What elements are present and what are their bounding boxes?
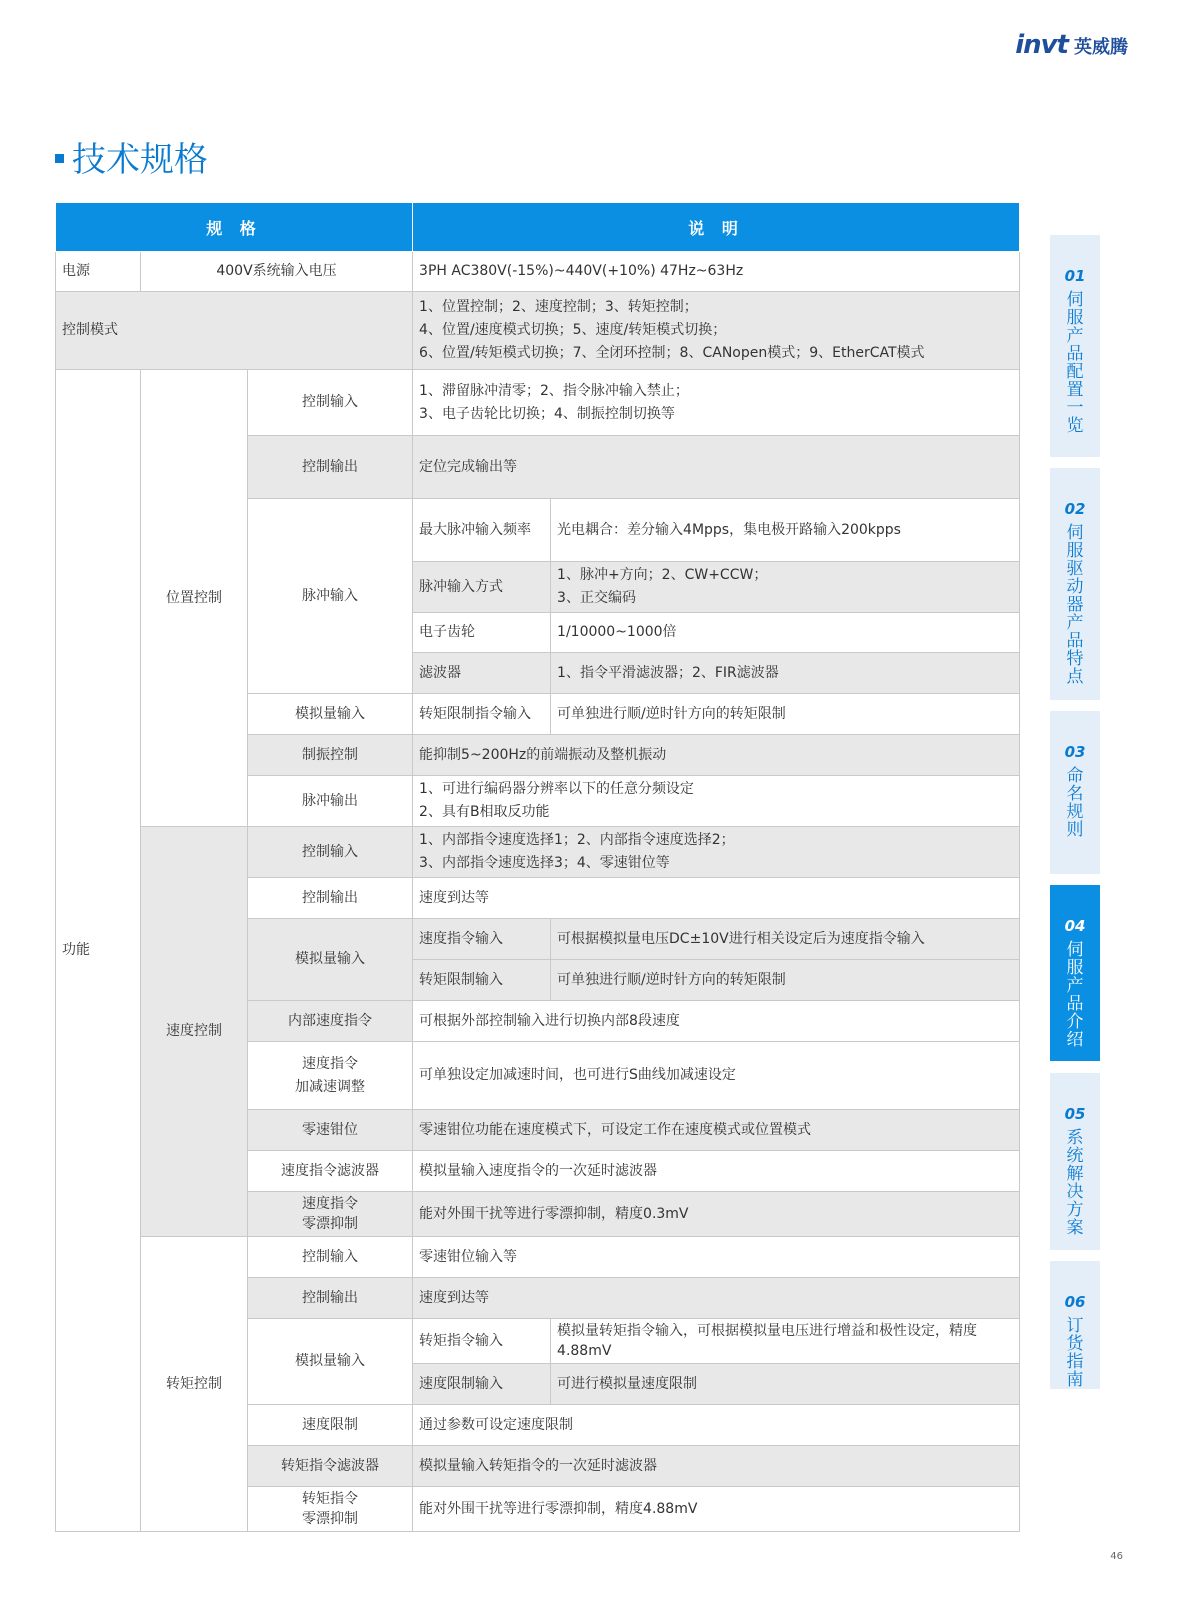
cell: 可进行模拟量速度限制	[551, 1364, 1020, 1405]
cell: 能对外围干扰等进行零漂抑制，精度4.88mV	[413, 1487, 1020, 1532]
line: 加减速调整	[295, 1078, 366, 1095]
table-row	[56, 370, 1020, 436]
tab-label: 伺服驱动器产品特点	[1066, 523, 1084, 687]
cell: 可根据模拟量电压DC±10V进行相关设定后为速度指令输入	[551, 919, 1020, 960]
cell: 转矩指令滤波器	[248, 1446, 413, 1487]
cell: 模拟量输入转矩指令的一次延时滤波器	[413, 1446, 1020, 1487]
line: 2、具有B相取反功能	[419, 804, 550, 820]
logo-mark: invt	[1015, 30, 1068, 60]
cell: 可单独进行顺/逆时针方向的转矩限制	[551, 694, 1020, 735]
cell: 电子齿轮	[413, 613, 551, 653]
spec-table	[55, 202, 1020, 1532]
cell: 脉冲输入方式	[413, 562, 551, 613]
cell-function: 功能	[56, 370, 141, 1532]
tab-label: 伺服产品介绍	[1066, 940, 1084, 1050]
cell: 电源	[56, 252, 141, 292]
cell	[551, 1319, 1020, 1364]
tab-num: 06	[1064, 1293, 1086, 1311]
cell: 光电耦合：差分输入4Mpps，集电极开路输入200kpps	[551, 499, 1020, 562]
tab-04[interactable]	[1050, 885, 1100, 1061]
cell: 控制输出	[248, 436, 413, 499]
cell: 转矩限制输入	[413, 960, 551, 1001]
tab-label: 伺服产品配置一览	[1066, 290, 1084, 436]
table-row	[56, 252, 1020, 292]
cell: 制振控制	[248, 735, 413, 776]
cell	[413, 827, 1020, 878]
line: 零漂抑制	[302, 1216, 359, 1232]
line: 4、位置/速度模式切换；5、速度/转矩模式切换；	[419, 322, 727, 338]
line: 1、位置控制；2、速度控制；3、转矩控制；	[419, 299, 698, 315]
cell: 400V系统输入电压	[141, 252, 413, 292]
tab-label: 命名规则	[1066, 766, 1084, 840]
cell: 速度到达等	[413, 878, 1020, 919]
line: 3、内部指令速度选择3；4、零速钳位等	[419, 855, 670, 871]
cell: 控制输出	[248, 878, 413, 919]
cell	[248, 1487, 413, 1532]
line: 速度指令	[302, 1055, 359, 1072]
tab-num: 03	[1064, 743, 1086, 761]
line: 1、可进行编码器分辨率以下的任意分频设定	[419, 781, 694, 797]
cell: 最大脉冲输入频率	[413, 499, 551, 562]
cell: 控制输入	[248, 370, 413, 436]
cell: 速度指令滤波器	[248, 1151, 413, 1192]
cell	[413, 292, 1020, 370]
line: 3、电子齿轮比切换；4、制振控制切换等	[419, 405, 675, 422]
cell	[248, 1192, 413, 1237]
cell: 控制模式	[56, 292, 413, 370]
line: 4.88mV	[557, 1343, 612, 1359]
page-number: 46	[1110, 1551, 1123, 1562]
cell: 控制输出	[248, 1278, 413, 1319]
cell: 定位完成输出等	[413, 436, 1020, 499]
cell: 1/10000~1000倍	[551, 613, 1020, 653]
tab-num: 05	[1064, 1105, 1086, 1123]
title-marker	[55, 154, 64, 163]
logo-cn: 英威腾	[1074, 37, 1128, 58]
cell: 能对外围干扰等进行零漂抑制，精度0.3mV	[413, 1192, 1020, 1237]
cell: 控制输入	[248, 827, 413, 878]
table-row	[56, 827, 1020, 878]
tab-06[interactable]	[1050, 1261, 1100, 1389]
cell: 可单独设定加减速时间，也可进行S曲线加减速设定	[413, 1042, 1020, 1110]
page-title-text: 技术规格	[72, 140, 208, 180]
header-desc: 说 明	[413, 203, 1020, 252]
cell: 内部速度指令	[248, 1001, 413, 1042]
cell: 模拟量输入速度指令的一次延时滤波器	[413, 1151, 1020, 1192]
line: 零漂抑制	[302, 1511, 359, 1527]
cell: 零速钳位输入等	[413, 1237, 1020, 1278]
tab-label: 系统解决方案	[1066, 1128, 1084, 1238]
tab-03[interactable]	[1050, 711, 1100, 874]
tab-02[interactable]	[1050, 468, 1100, 700]
cell: 脉冲输入	[248, 499, 413, 694]
tab-01[interactable]	[1050, 235, 1100, 457]
cell: 零速钳位功能在速度模式下，可设定工作在速度模式或位置模式	[413, 1110, 1020, 1151]
line: 1、脉冲+方向；2、CW+CCW；	[557, 567, 768, 583]
line: 转矩指令	[302, 1491, 359, 1507]
cell: 控制输入	[248, 1237, 413, 1278]
cell	[413, 370, 1020, 436]
cell: 可单独进行顺/逆时针方向的转矩限制	[551, 960, 1020, 1001]
cell: 转矩限制指令输入	[413, 694, 551, 735]
cell: 模拟量输入	[248, 1319, 413, 1405]
line: 6、位置/转矩模式切换；7、全闭环控制；8、CANopen模式；9、EtherCAT模式	[419, 345, 925, 361]
cell: 可根据外部控制输入进行切换内部8段速度	[413, 1001, 1020, 1042]
cell: 速度到达等	[413, 1278, 1020, 1319]
line: 速度指令	[302, 1196, 359, 1212]
cell: 通过参数可设定速度限制	[413, 1405, 1020, 1446]
tab-num: 01	[1064, 267, 1086, 285]
tab-05[interactable]	[1050, 1073, 1100, 1250]
cell-speed: 速度控制	[141, 827, 248, 1237]
cell: 1、指令平滑滤波器；2、FIR滤波器	[551, 653, 1020, 694]
tab-num: 02	[1064, 500, 1086, 518]
line: 模拟量转矩指令输入，可根据模拟量电压进行增益和极性设定，精度	[557, 1323, 978, 1339]
tab-num: 04	[1064, 917, 1086, 935]
table-row	[56, 292, 1020, 370]
cell	[551, 562, 1020, 613]
cell: 模拟量输入	[248, 919, 413, 1001]
cell: 3PH AC380V(-15%)~440V(+10%) 47Hz~63Hz	[413, 252, 1020, 292]
cell: 速度指令输入	[413, 919, 551, 960]
cell: 模拟量输入	[248, 694, 413, 735]
brand-logo	[1015, 30, 1128, 60]
cell: 速度限制	[248, 1405, 413, 1446]
header-spec: 规 格	[56, 203, 413, 252]
cell-position: 位置控制	[141, 370, 248, 827]
line: 1、滞留脉冲清零；2、指令脉冲输入禁止；	[419, 382, 689, 399]
cell: 零速钳位	[248, 1110, 413, 1151]
cell: 脉冲输出	[248, 776, 413, 827]
cell	[413, 776, 1020, 827]
cell: 速度限制输入	[413, 1364, 551, 1405]
cell: 能抑制5~200Hz的前端振动及整机振动	[413, 735, 1020, 776]
line: 1、内部指令速度选择1；2、内部指令速度选择2；	[419, 832, 735, 848]
cell-torque: 转矩控制	[141, 1237, 248, 1532]
cell	[248, 1042, 413, 1110]
table-row	[56, 1237, 1020, 1278]
cell: 转矩指令输入	[413, 1319, 551, 1364]
cell: 滤波器	[413, 653, 551, 694]
tab-label: 订货指南	[1066, 1316, 1084, 1390]
page-title	[55, 132, 208, 181]
line: 3、正交编码	[557, 590, 636, 606]
